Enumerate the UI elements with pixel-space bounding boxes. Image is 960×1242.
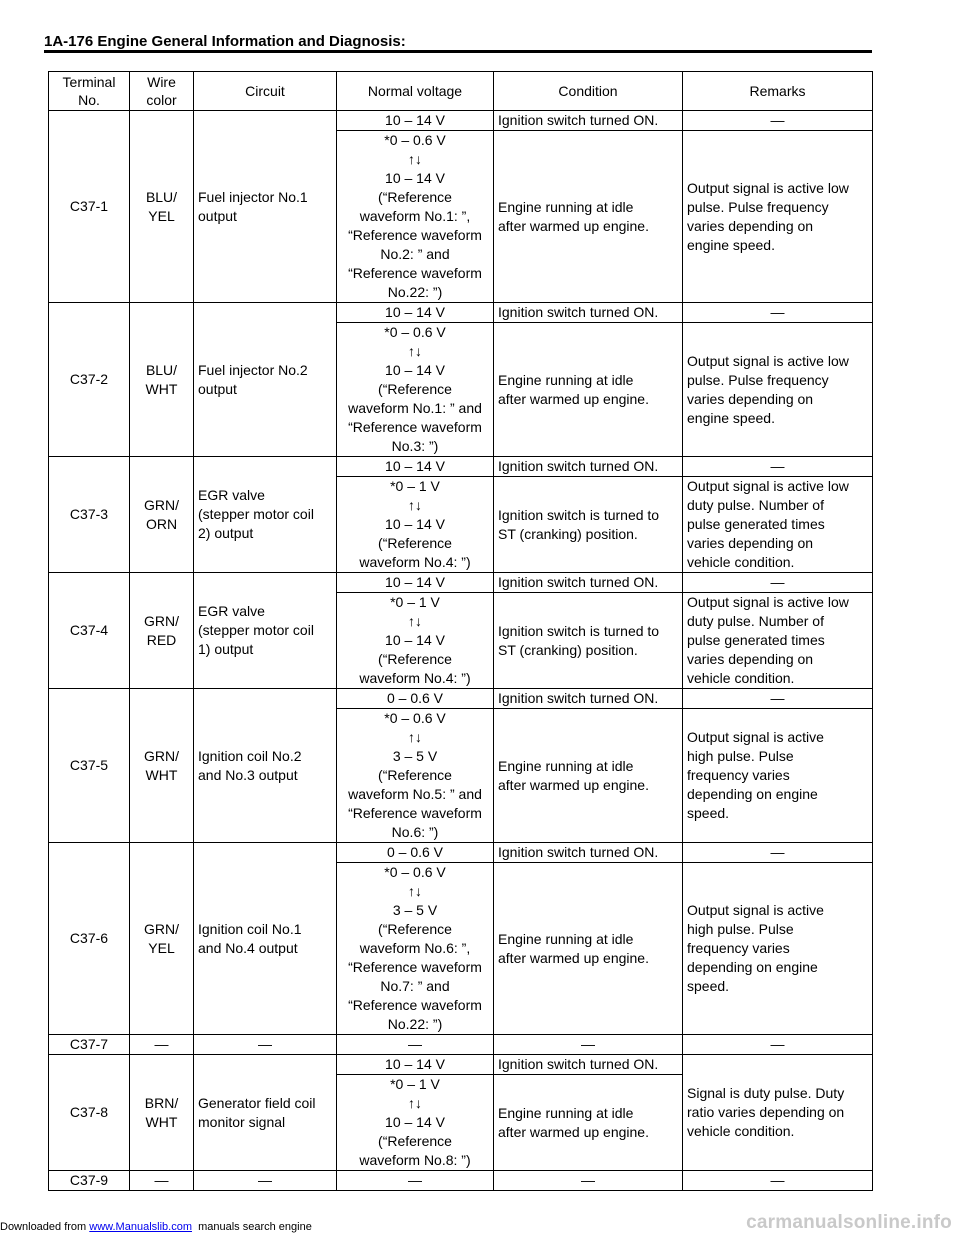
condition-cell: Engine running at idle after warmed up engine. [494,131,683,303]
voltage-cell: *0 – 1 V ↑↓ 10 – 14 V (“Reference waveform No.4: ”) [337,593,494,689]
circuit-cell: — [194,1035,337,1055]
column-header: Wire color [130,72,194,111]
header-divider [44,50,872,53]
circuit-cell: Fuel injector No.1 output [194,111,337,303]
manualslib-link[interactable]: www.Manualslib.com [89,1221,192,1233]
table-row [49,111,873,131]
column-header: Terminal No. [49,72,130,111]
table-row [49,1055,873,1075]
voltage-cell: *0 – 1 V ↑↓ 10 – 14 V (“Reference waveform No.8: ”) [337,1075,494,1171]
voltage-cell: *0 – 0.6 V ↑↓ 10 – 14 V (“Reference waveform No.1: ” and “Reference waveform No.3: ”) [337,323,494,457]
remarks-cell: — [683,303,873,323]
wire-color-cell: BLU/ YEL [130,111,194,303]
circuit-cell: — [194,1171,337,1191]
table-row [49,573,873,593]
circuit-cell: Ignition coil No.1 and No.4 output [194,843,337,1035]
table-row [49,457,873,477]
voltage-cell: 10 – 14 V [337,303,494,323]
voltage-cell: 0 – 0.6 V [337,689,494,709]
circuit-cell: EGR valve (stepper motor coil 2) output [194,457,337,573]
condition-cell: — [494,1035,683,1055]
remarks-cell: Signal is duty pulse. Duty ratio varies depending on vehicle condition. [683,1055,873,1171]
terminal-cell: C37-5 [49,689,130,843]
condition-cell: Engine running at idle after warmed up engine. [494,1075,683,1171]
circuit-cell: EGR valve (stepper motor coil 1) output [194,573,337,689]
table-header-row [49,72,873,111]
column-header: Circuit [194,72,337,111]
voltage-cell: 10 – 14 V [337,573,494,593]
remarks-cell: Output signal is active low pulse. Pulse frequency varies depending on engine speed. [683,131,873,303]
remarks-cell: Output signal is active low duty pulse. Number of pulse generated times varies depending on vehicle condition. [683,477,873,573]
circuit-cell: Ignition coil No.2 and No.3 output [194,689,337,843]
wire-color-cell: — [130,1171,194,1191]
remarks-cell: — [683,111,873,131]
voltage-cell: 10 – 14 V [337,1055,494,1075]
condition-cell: Engine running at idle after warmed up engine. [494,863,683,1035]
remarks-cell: — [683,1171,873,1191]
terminal-cell: C37-2 [49,303,130,457]
condition-cell: Ignition switch turned ON. [494,1055,683,1075]
condition-cell: Ignition switch turned ON. [494,689,683,709]
wire-color-cell: — [130,1035,194,1055]
remarks-cell: — [683,1035,873,1055]
remarks-cell: Output signal is active high pulse. Pulse frequency varies depending on engine speed. [683,709,873,843]
table-row [49,1171,873,1191]
wire-color-cell: GRN/ ORN [130,457,194,573]
column-header: Remarks [683,72,873,111]
footer-suffix: manuals search engine [191,1221,312,1233]
voltage-cell: *0 – 1 V ↑↓ 10 – 14 V (“Reference waveform No.4: ”) [337,477,494,573]
download-footer [0,1221,312,1233]
condition-cell: — [494,1171,683,1191]
voltage-cell: — [337,1171,494,1191]
condition-cell: Ignition switch turned ON. [494,843,683,863]
terminal-cell: C37-3 [49,457,130,573]
table-row [49,303,873,323]
condition-cell: Engine running at idle after warmed up engine. [494,709,683,843]
column-header: Condition [494,72,683,111]
circuit-cell: Generator field coil monitor signal [194,1055,337,1171]
wire-color-cell: GRN/ RED [130,573,194,689]
terminal-cell: C37-7 [49,1035,130,1055]
voltage-cell: *0 – 0.6 V ↑↓ 3 – 5 V (“Reference waveform No.5: ” and “Reference waveform No.6: ”) [337,709,494,843]
terminal-table [48,71,873,1191]
terminal-cell: C37-6 [49,843,130,1035]
table-row [49,1035,873,1055]
voltage-cell: 10 – 14 V [337,457,494,477]
site-watermark: carmanualsonline.info [746,1212,952,1233]
condition-cell: Engine running at idle after warmed up engine. [494,323,683,457]
wire-color-cell: GRN/ YEL [130,843,194,1035]
table-row [49,689,873,709]
condition-cell: Ignition switch turned ON. [494,303,683,323]
remarks-cell: Output signal is active low duty pulse. Number of pulse generated times varies depending on vehicle condition. [683,593,873,689]
page-title: 1A-176 Engine General Information and Diagnosis: [44,33,406,50]
terminal-cell: C37-4 [49,573,130,689]
terminal-cell: C37-8 [49,1055,130,1171]
voltage-cell: *0 – 0.6 V ↑↓ 10 – 14 V (“Reference waveform No.1: ”, “Reference waveform No.2: ” and “Reference waveform No.22: ”) [337,131,494,303]
wire-color-cell: GRN/ WHT [130,689,194,843]
circuit-cell: Fuel injector No.2 output [194,303,337,457]
remarks-cell: — [683,843,873,863]
remarks-cell: — [683,457,873,477]
remarks-cell: — [683,573,873,593]
remarks-cell: — [683,689,873,709]
terminal-cell: C37-1 [49,111,130,303]
condition-cell: Ignition switch turned ON. [494,457,683,477]
table-row [49,843,873,863]
voltage-cell: — [337,1035,494,1055]
remarks-cell: Output signal is active high pulse. Pulse frequency varies depending on engine speed. [683,863,873,1035]
condition-cell: Ignition switch is turned to ST (cranking) position. [494,593,683,689]
remarks-cell: Output signal is active low pulse. Pulse frequency varies depending on engine speed. [683,323,873,457]
wire-color-cell: BLU/ WHT [130,303,194,457]
column-header: Normal voltage [337,72,494,111]
voltage-cell: 10 – 14 V [337,111,494,131]
voltage-cell: *0 – 0.6 V ↑↓ 3 – 5 V (“Reference waveform No.6: ”, “Reference waveform No.7: ” and “Reference waveform No.22: ”) [337,863,494,1035]
footer-prefix: Downloaded from [0,1221,90,1233]
condition-cell: Ignition switch turned ON. [494,111,683,131]
terminal-cell: C37-9 [49,1171,130,1191]
voltage-cell: 0 – 0.6 V [337,843,494,863]
wire-color-cell: BRN/ WHT [130,1055,194,1171]
condition-cell: Ignition switch is turned to ST (cranking) position. [494,477,683,573]
condition-cell: Ignition switch turned ON. [494,573,683,593]
